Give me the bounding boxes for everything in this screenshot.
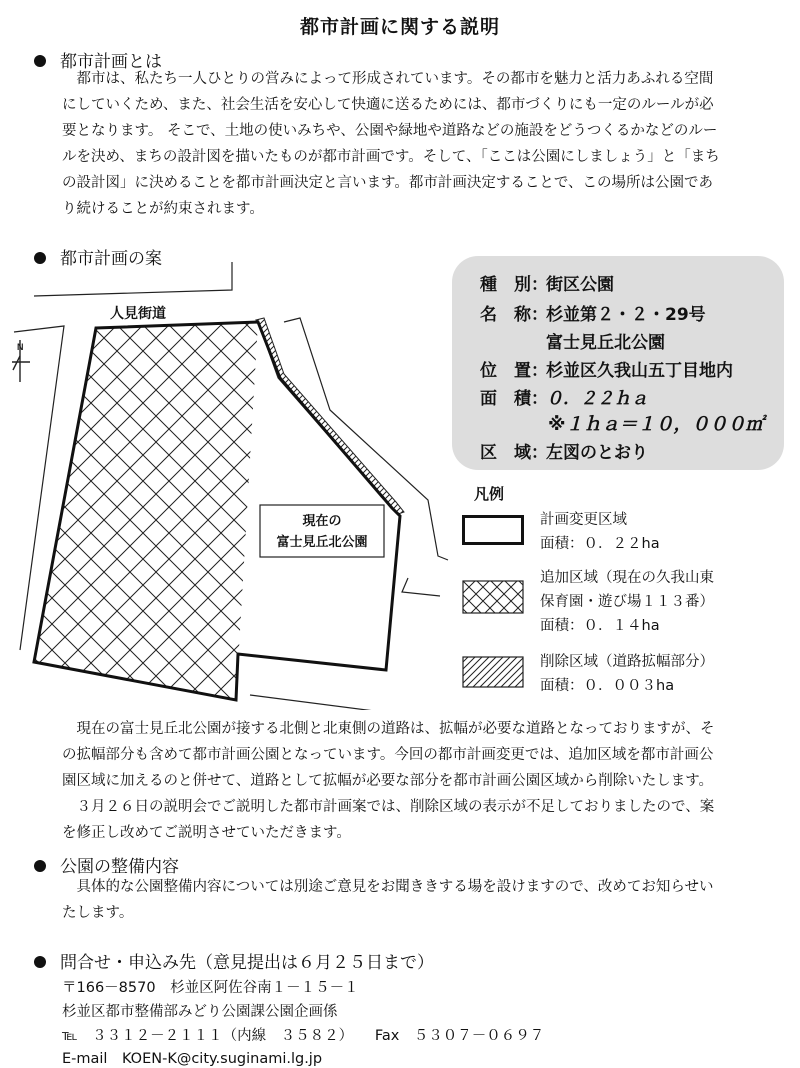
info-name-row-2	[546, 328, 665, 353]
legend-item-boundary	[540, 508, 660, 556]
info-value: 街区公園	[546, 275, 614, 295]
info-value: 杉並第２・２・29号	[546, 305, 706, 325]
current-park-label-line1: 現在の	[302, 513, 342, 528]
plan-explanation-paragraph	[62, 716, 782, 846]
addition-area	[34, 322, 258, 700]
legend-area: 面積：０．１４ha	[540, 618, 660, 634]
maintenance-line: 具体的な公園整備内容については別途ご意見をお聞ききする場を設けますので、改めてお知らせい	[76, 879, 714, 895]
current-park-label-line2: 富士見丘北公園	[276, 534, 368, 549]
info-key: 種 別：	[480, 275, 548, 295]
road-label: 人見街道	[110, 305, 166, 321]
plan-line: 園区域に加えるのと併せて、道路として拡幅が必要な部分を都市計画公園区域から削除いたします。	[62, 773, 714, 789]
intro-line: り続けることが約束されます。	[62, 201, 264, 217]
info-location-row	[480, 356, 733, 381]
intro-line: 要となります。 そこで、土地の使いみちや、公園や緑地や道路などの施設をどうつくるかなどのルー	[62, 123, 718, 139]
contact-department: 杉並区都市整備部みどり公園課公園企画係	[62, 1004, 338, 1020]
info-area-row	[480, 384, 648, 409]
section-heading-text: 都市計画の案	[60, 249, 162, 269]
deletion-area	[256, 318, 404, 514]
plan-line: 現在の富士見丘北公園が接する北側と北東側の道路は、拡幅が必要な道路となっておりますが、そ	[76, 721, 715, 737]
info-key: 位 置：	[480, 361, 548, 381]
plan-line: ３月２６日の説明会でご説明した都市計画案では、削除区域の表示が不足しておりましたので、案	[76, 799, 715, 815]
bullet-icon	[34, 956, 46, 968]
section-heading-text: 問合せ・申込み先（意見提出は６月２５日まで）	[60, 953, 434, 973]
maintenance-paragraph	[62, 874, 782, 926]
info-value: ０．２２ｈａ	[546, 389, 648, 409]
info-value: 杉並区久我山五丁目地内	[546, 361, 733, 381]
intro-paragraph	[62, 66, 782, 222]
intro-line: ルを決め、まちの設計図を描いたものが都市計画です。そして、「ここは公園にしましょう」と「まち	[62, 149, 720, 165]
bullet-icon	[34, 55, 46, 67]
info-key: 区 域：	[480, 443, 548, 463]
legend-item-addition	[540, 566, 714, 638]
intro-line: にしていくため、また、社会生活を安心して快適に送るためには、都市づくりにも一定のルールが必	[62, 97, 714, 113]
park-info-box	[452, 256, 784, 470]
info-name-row	[480, 300, 706, 325]
road-line	[250, 695, 460, 710]
plan-line: を修正し改めてご説明させていただきます。	[62, 825, 351, 841]
section-heading-text: 都市計画とは	[60, 52, 162, 72]
road-line	[34, 262, 232, 296]
legend-title: 凡例	[474, 485, 505, 503]
bullet-icon	[34, 860, 46, 872]
intro-line: 都市は、私たち一人ひとりの営みによって形成されています。その都市を魅力と活力あふれる空間	[76, 71, 714, 87]
legend-area: 面積：０．００３ha	[540, 678, 675, 694]
maintenance-line: たします。	[62, 905, 134, 921]
info-area-note: ※１ｈａ＝１０，０００㎡	[548, 414, 764, 435]
legend-swatch-addition	[462, 580, 524, 614]
info-value: 左図のとおり	[546, 443, 648, 463]
legend-swatch-boundary	[462, 515, 524, 545]
intro-line: の設計図」に決めることを都市計画決定と言います。都市計画決定することで、この場所は公園であ	[62, 175, 714, 191]
section-heading-text: 公園の整備内容	[60, 857, 179, 877]
info-zone-row	[480, 438, 648, 463]
page-title: 都市計画に関する説明	[299, 16, 500, 38]
legend-label: 削除区域（道路拡幅部分）	[540, 654, 714, 670]
info-key: 名 称：	[480, 305, 548, 325]
plan-line: の拡幅部分も含めて都市計画公園となっています。今回の都市計画変更では、追加区域を都市計画公	[62, 747, 714, 763]
legend-item-deletion	[540, 650, 714, 698]
legend-area: 面積：０．２２ha	[540, 536, 660, 552]
north-label: N	[17, 342, 24, 352]
road-line	[402, 578, 440, 596]
contact-email[interactable]: E-mail KOEN-K@city.suginami.lg.jp	[62, 1051, 323, 1067]
contact-phone-fax: ℡ ３３１２－２１１１（内線 ３５８２） Fax ５３０７－０６９７	[62, 1028, 545, 1044]
info-value: 富士見丘北公園	[546, 333, 665, 353]
legend-label: 追加区域（現在の久我山東	[540, 570, 714, 586]
legend-label: 計画変更区域	[540, 512, 627, 528]
info-key: 面 積：	[480, 389, 548, 409]
section-heading-contact	[34, 948, 434, 973]
info-type-row	[480, 270, 614, 295]
park-plan-map	[0, 260, 460, 710]
legend-swatch-deletion	[462, 656, 524, 688]
contact-postal: 〒166－8570 杉並区阿佐谷南１－１５－１	[62, 980, 359, 996]
legend-label: 保育園・遊び場１１３番）	[540, 594, 714, 610]
